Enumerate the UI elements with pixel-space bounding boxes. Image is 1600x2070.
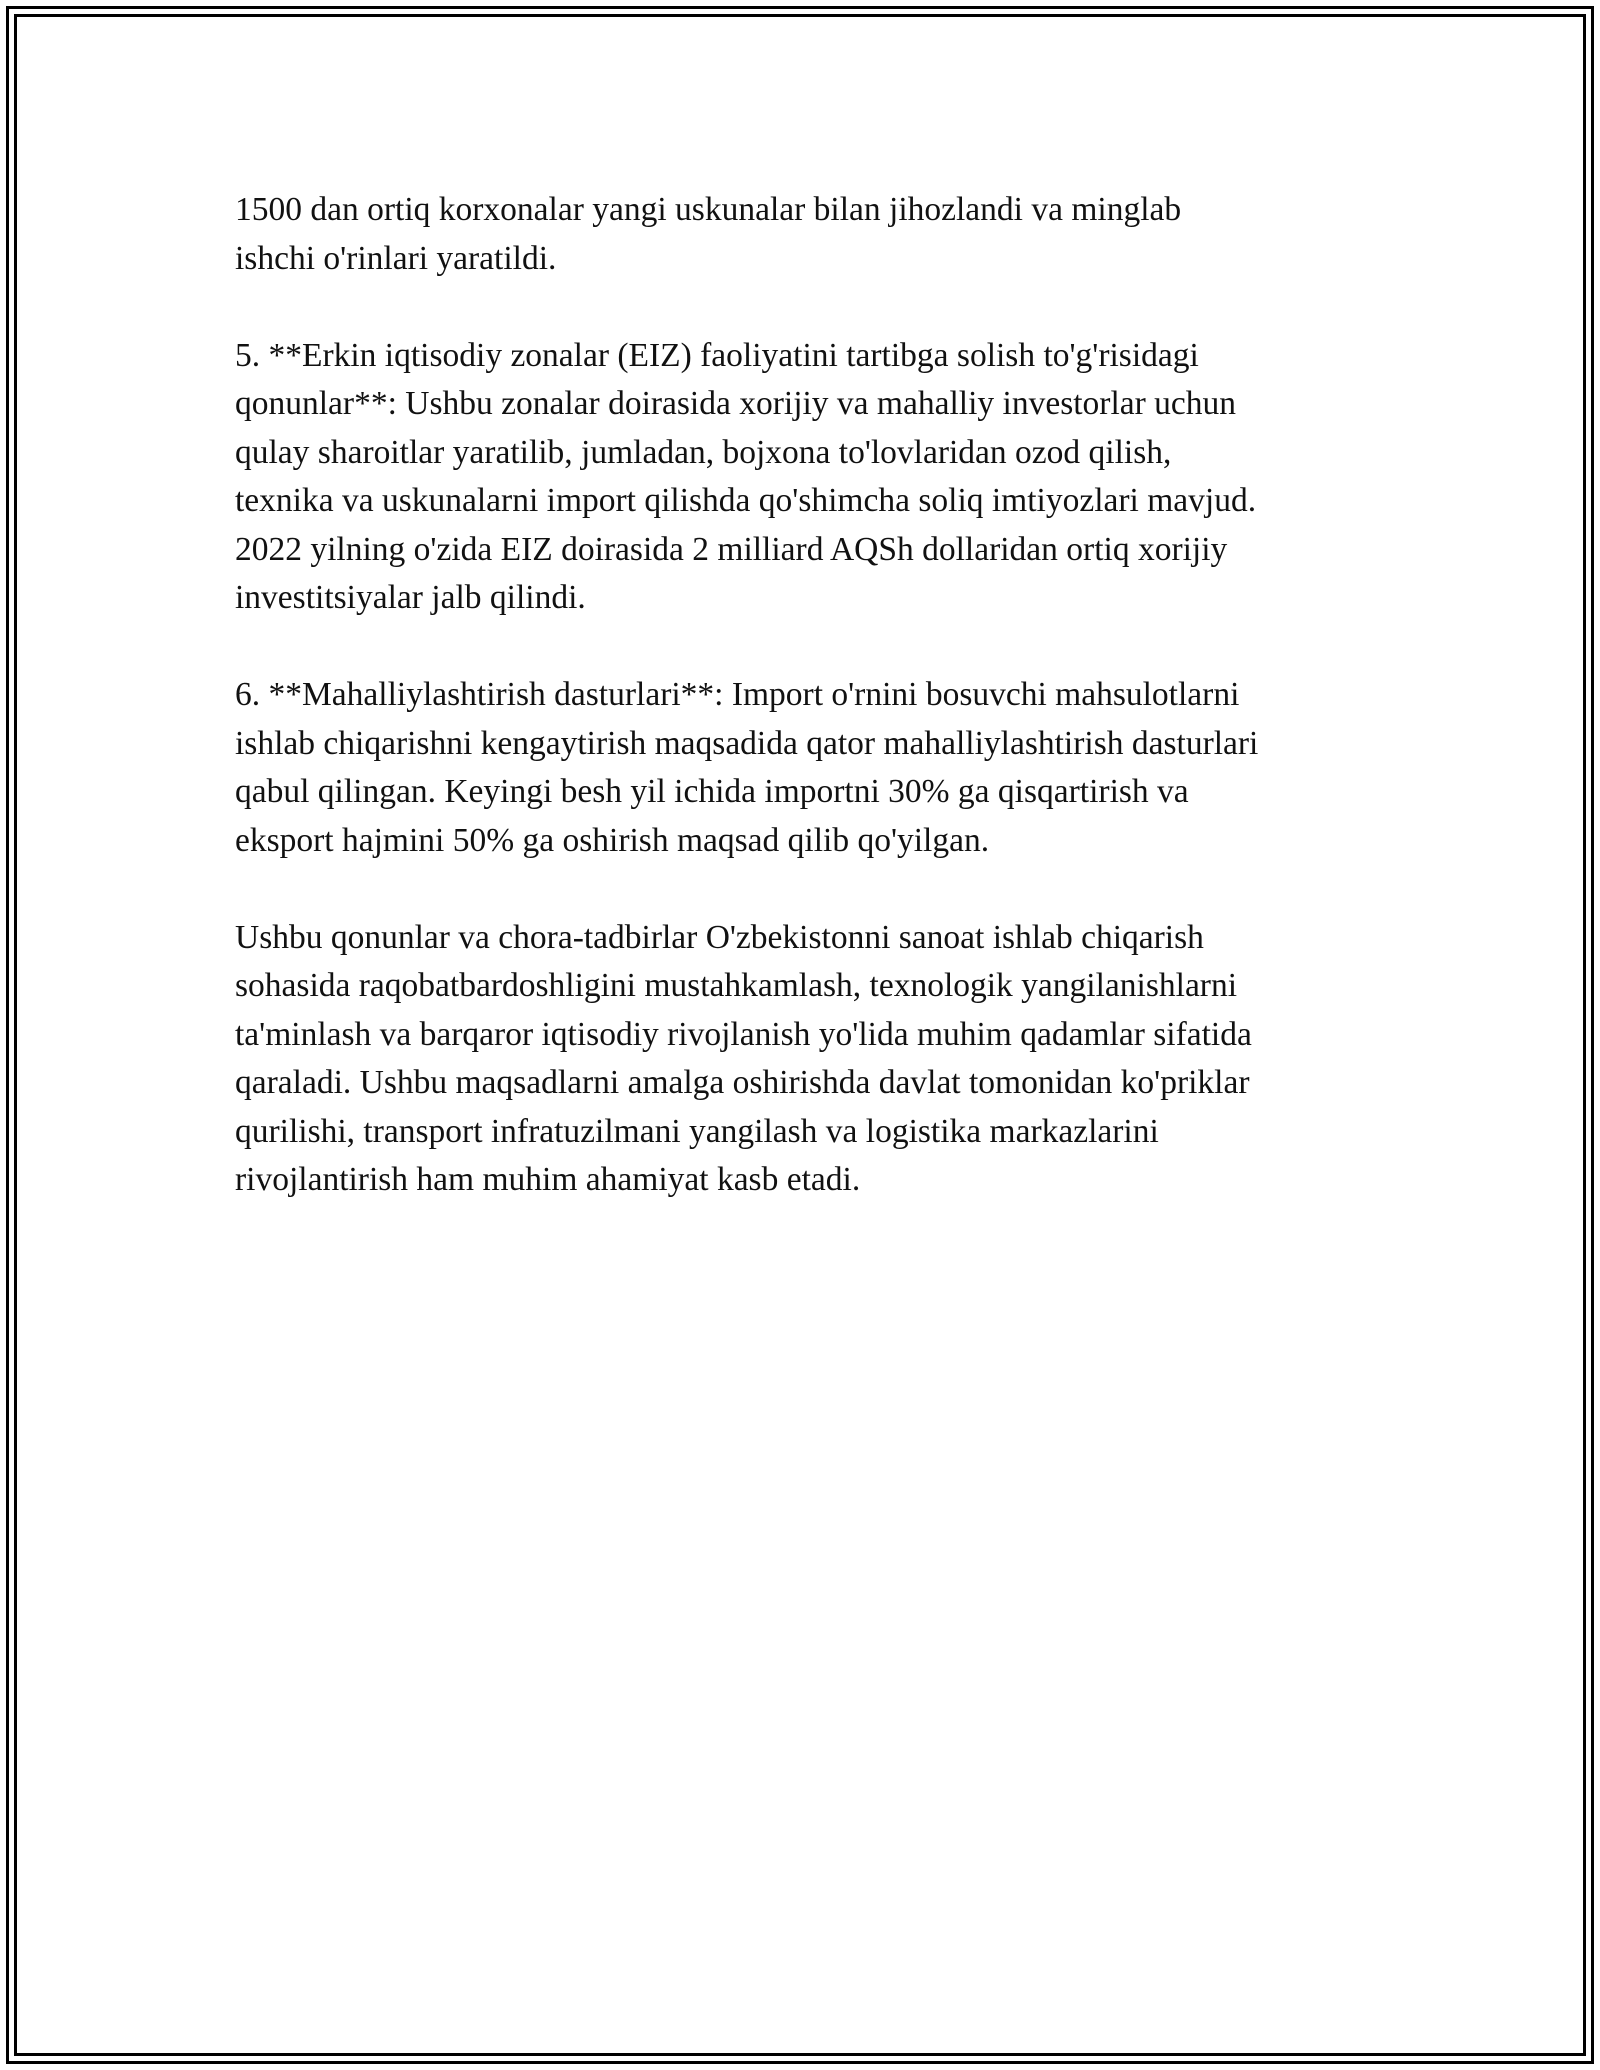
text-line: Ushbu qonunlar va chora-tadbirlar O'zbekistonni sanoat ishlab chiqarish [235, 918, 1204, 956]
text-line: qulay sharoitlar yaratilib, jumladan, bojxona to'lovlaridan ozod qilish, [235, 433, 1172, 471]
text-line: investitsiyalar jalb qilindi. [235, 579, 586, 616]
text-line: rivojlantirish ham muhim ahamiyat kasb etadi. [235, 1161, 861, 1198]
text-line: qaraladi. Ushbu maqsadlarni amalga oshirishda davlat tomonidan ko'priklar [235, 1064, 1250, 1101]
paragraph-1 [235, 186, 1375, 283]
text-line: ta'minlash va barqaror iqtisodiy rivojlanish yo'lida muhim qadamlar sifatida [235, 1015, 1252, 1053]
text-line: 2022 yilning o'zida EIZ doirasida 2 milliard AQSh dollaridan ortiq xorijiy [235, 530, 1228, 568]
text-line: texnika va uskunalarni import qilishda qo'shimcha soliq imtiyozlari mavjud. [235, 482, 1257, 519]
text-line: 1500 dan ortiq korxonalar yangi uskunalar bilan jihozlandi va minglab [235, 191, 1182, 228]
paragraph-2 [235, 332, 1375, 623]
text-line: eksport hajmini 50% ga oshirish maqsad qilib qo'yilgan. [235, 821, 990, 859]
text-line: sohasida raqobatbardoshligini mustahkamlash, texnologik yangilanishlarni [235, 967, 1238, 1004]
document-body [235, 186, 1375, 1205]
text-line: qabul qilingan. Keyingi besh yil ichida importni 30% ga qisqartirish va [235, 773, 1189, 810]
text-line: ishlab chiqarishni kengaytirish maqsadida qator mahalliylashtirish dasturlari [235, 724, 1259, 762]
text-line: ishchi o'rinlari yaratildi. [235, 239, 557, 277]
text-line: 5. **Erkin iqtisodiy zonalar (EIZ) faoliyatini tartibga solish to'g'risidagi [235, 336, 1199, 374]
text-line: qurilishi, transport infratuzilmani yangilash va logistika markazlarini [235, 1112, 1159, 1150]
paragraph-4 [235, 914, 1375, 1205]
text-line: qonunlar**: Ushbu zonalar doirasida xorijiy va mahalliy investorlar uchun [235, 385, 1237, 422]
text-line: 6. **Mahalliylashtirish dasturlari**: Import o'rnini bosuvchi mahsulotlarni [235, 676, 1240, 713]
paragraph-3 [235, 671, 1375, 865]
